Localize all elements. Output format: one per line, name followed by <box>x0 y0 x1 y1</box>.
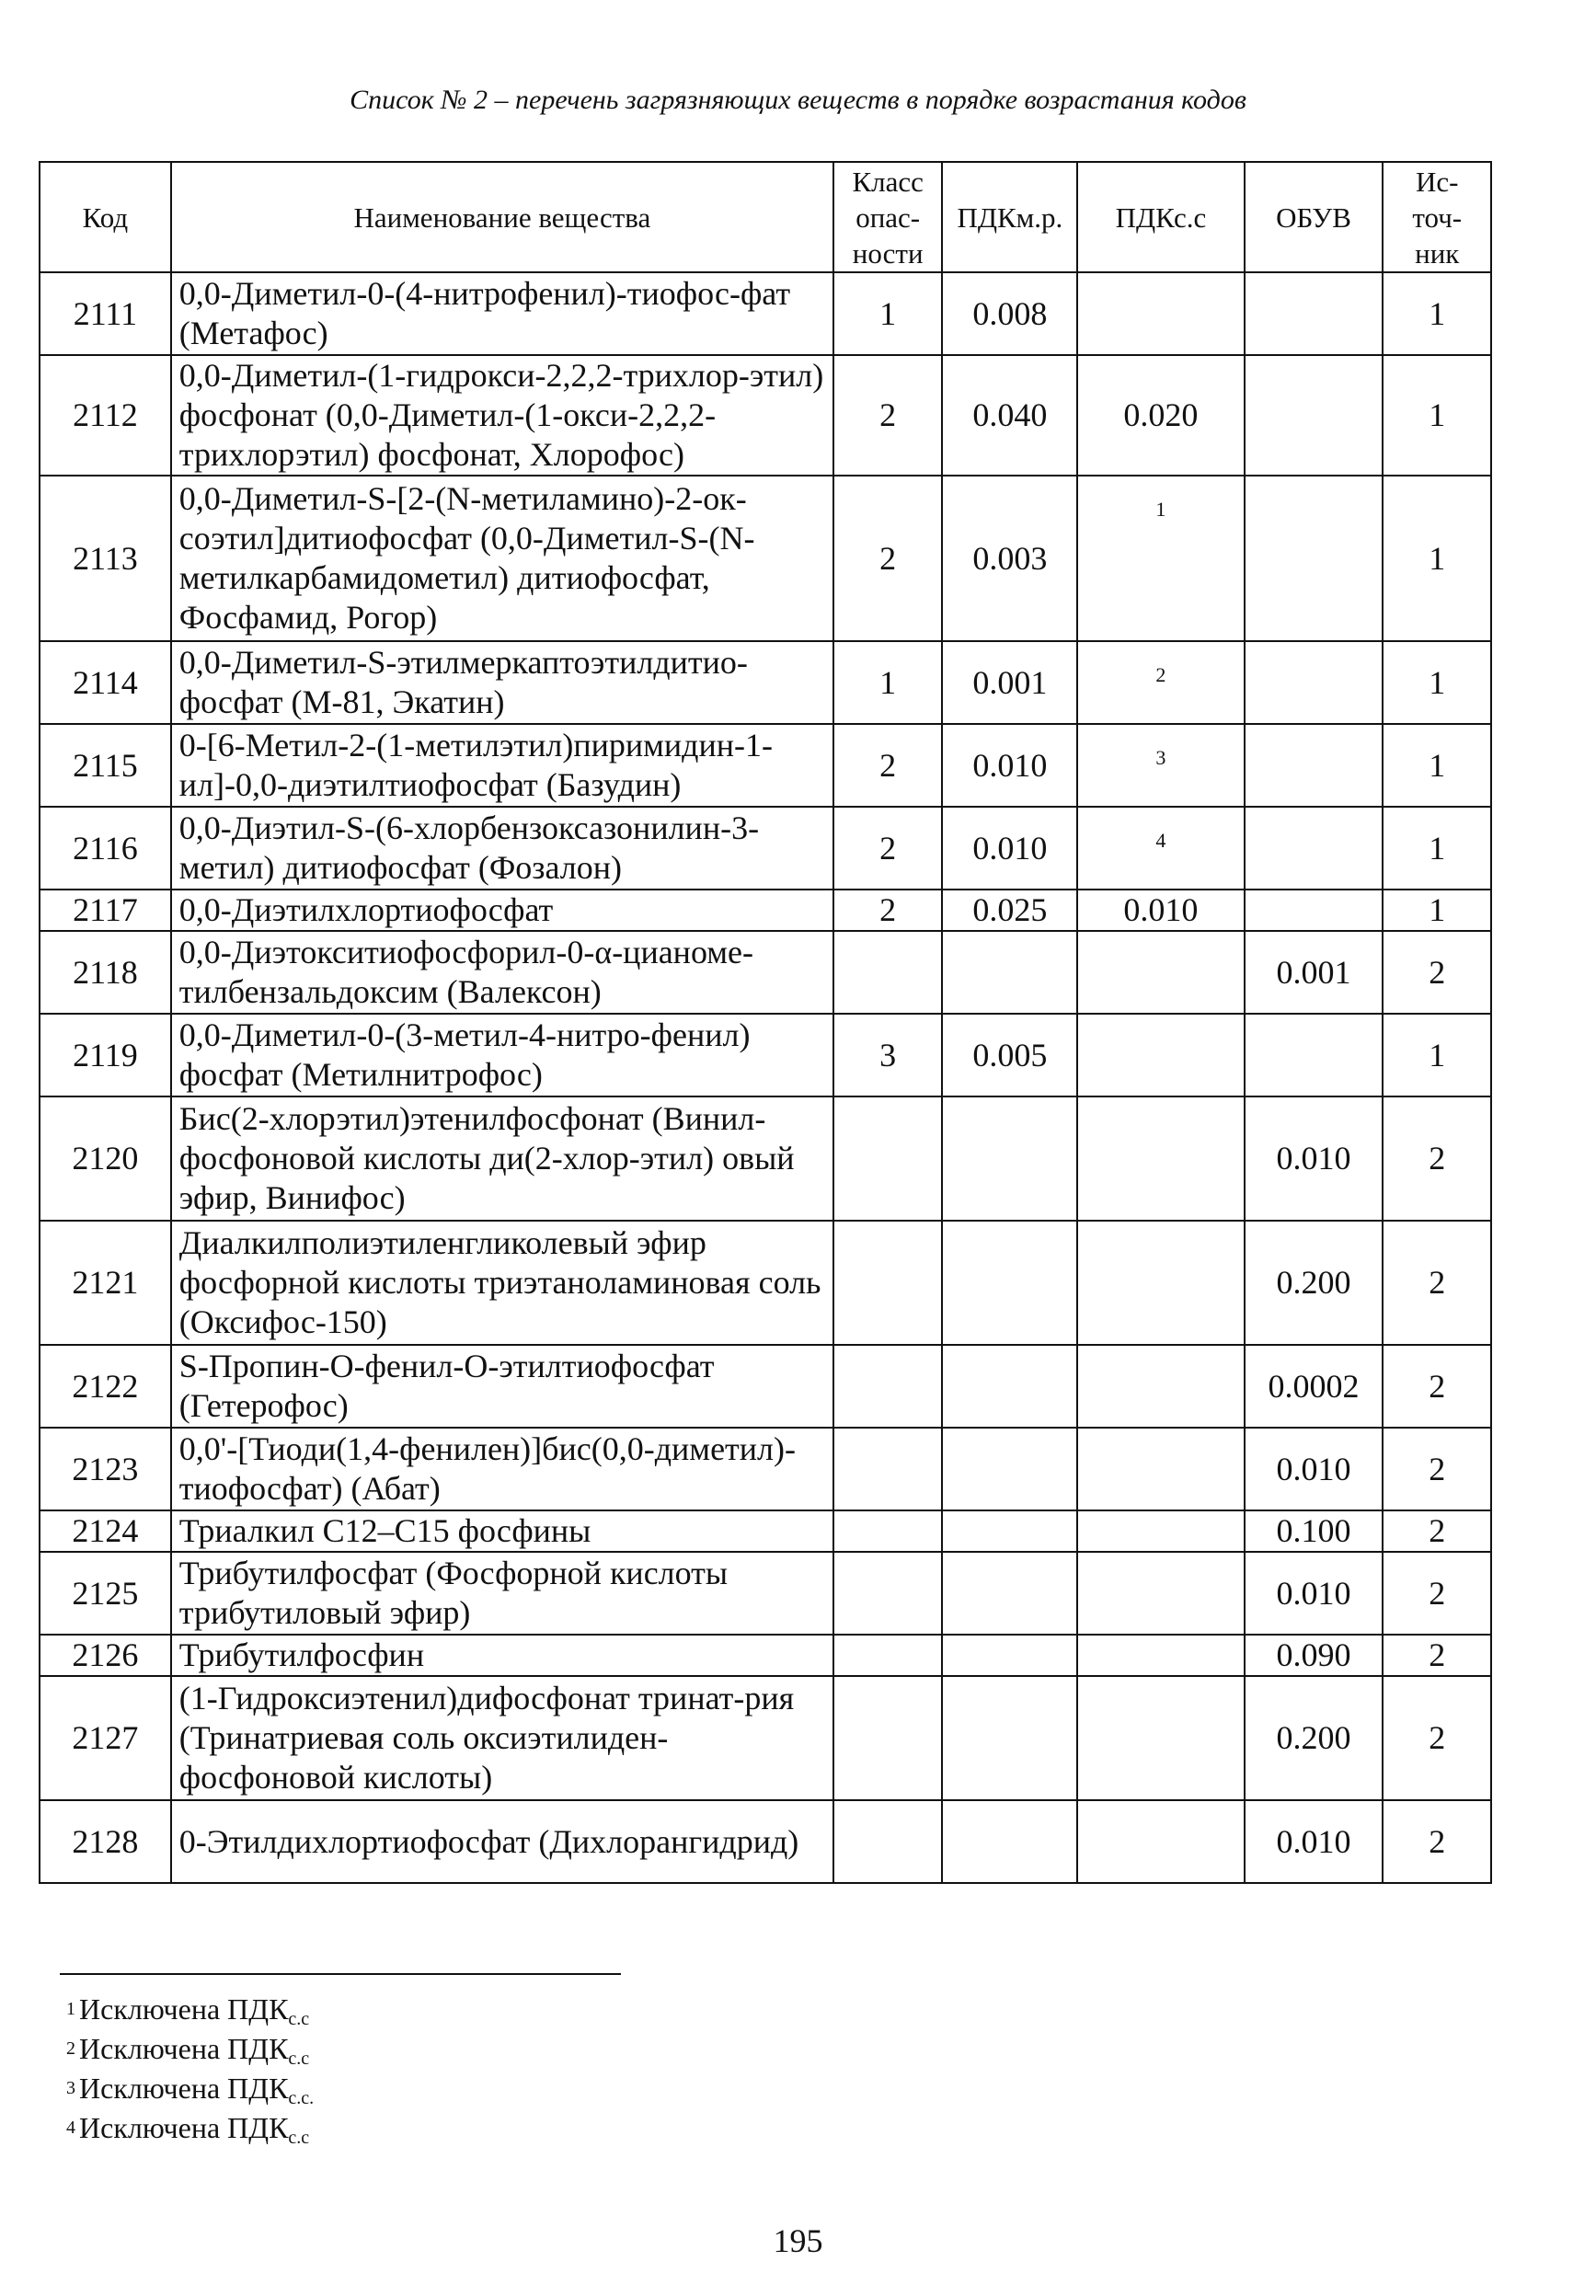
cell-pdk-mr: 0.001 <box>942 641 1077 724</box>
cell-source: 2 <box>1383 931 1491 1014</box>
cell-obuv: 0.010 <box>1245 1800 1384 1883</box>
cell-name: Триалкил C12–C15 фосфины <box>171 1510 833 1552</box>
cell-source: 2 <box>1383 1510 1491 1552</box>
table-header-row <box>40 162 1491 272</box>
table-row <box>40 1510 1491 1552</box>
cell-pdk-ss <box>1077 1096 1244 1221</box>
cell-code: 2115 <box>40 724 171 807</box>
cell-code: 2128 <box>40 1800 171 1883</box>
table-row <box>40 1096 1491 1221</box>
cell-obuv: 0.010 <box>1245 1552 1384 1635</box>
footnote-text: Исключена ПДК <box>79 2111 289 2144</box>
cell-source: 2 <box>1383 1221 1491 1345</box>
cell-pdk-mr: 0.008 <box>942 272 1077 355</box>
cell-source: 1 <box>1383 890 1491 931</box>
cell-source: 1 <box>1383 272 1491 355</box>
cell-obuv: 0.100 <box>1245 1510 1384 1552</box>
cell-name: 0,0-Диметил-S-этилмеркаптоэтилдитио-фосфат (М-81, Экатин) <box>171 641 833 724</box>
cell-pdk-ss <box>1077 931 1244 1014</box>
cell-class <box>833 1221 943 1345</box>
cell-pdk-mr <box>942 1345 1077 1428</box>
cell-pdk-mr: 0.010 <box>942 724 1077 807</box>
cell-class: 2 <box>833 724 943 807</box>
cell-pdk-ss <box>1077 1676 1244 1800</box>
cell-name: Трибутилфосфин <box>171 1635 833 1676</box>
cell-source: 1 <box>1383 1014 1491 1096</box>
cell-code: 2126 <box>40 1635 171 1676</box>
cell-pdk-ss <box>1077 1221 1244 1345</box>
cell-pdk-mr: 0.040 <box>942 355 1077 476</box>
cell-source: 1 <box>1383 724 1491 807</box>
cell-source: 2 <box>1383 1552 1491 1635</box>
cell-obuv <box>1245 355 1384 476</box>
cell-obuv: 0.0002 <box>1245 1345 1384 1428</box>
cell-obuv <box>1245 641 1384 724</box>
cell-class: 1 <box>833 641 943 724</box>
cell-pdk-ss <box>1077 1552 1244 1635</box>
cell-obuv: 0.200 <box>1245 1676 1384 1800</box>
header-pdk-ss: ПДКс.с <box>1077 162 1244 272</box>
cell-pdk-ss <box>1077 1345 1244 1428</box>
cell-obuv: 0.010 <box>1245 1428 1384 1510</box>
cell-pdk-mr <box>942 1510 1077 1552</box>
cell-pdk-mr: 0.003 <box>942 476 1077 641</box>
footnote <box>66 2110 314 2150</box>
table-row <box>40 1676 1491 1800</box>
cell-name: 0,0-Диметил-0-(3-метил-4-нитро-фенил) фосфат (Метилнитрофос) <box>171 1014 833 1096</box>
cell-pdk-ss <box>1077 1428 1244 1510</box>
cell-class <box>833 1510 943 1552</box>
table-row <box>40 1221 1491 1345</box>
footnote-number: 2 <box>66 2038 75 2059</box>
cell-code: 2124 <box>40 1510 171 1552</box>
cell-source: 1 <box>1383 476 1491 641</box>
cell-code: 2116 <box>40 807 171 890</box>
cell-pdk-mr <box>942 931 1077 1014</box>
cell-code: 2114 <box>40 641 171 724</box>
cell-source: 2 <box>1383 1428 1491 1510</box>
header-class: Класс опас-ности <box>833 162 943 272</box>
footnote-number: 1 <box>66 1999 75 2019</box>
table-row <box>40 1345 1491 1428</box>
cell-source: 1 <box>1383 807 1491 890</box>
cell-source: 1 <box>1383 641 1491 724</box>
table-row <box>40 890 1491 931</box>
cell-name: Бис(2-хлорэтил)этенилфосфонат (Винил-фосфоновой кислоты ди(2-хлор-этил) овый эфир, Винифос) <box>171 1096 833 1221</box>
cell-obuv: 0.090 <box>1245 1635 1384 1676</box>
substances-table <box>39 161 1492 1884</box>
cell-pdk-mr <box>942 1676 1077 1800</box>
cell-class <box>833 1635 943 1676</box>
cell-class <box>833 1345 943 1428</box>
footnote <box>66 2071 314 2110</box>
cell-name: S-Пропин-О-фенил-О-этилтиофосфат (Гетерофос) <box>171 1345 833 1428</box>
table-row <box>40 1635 1491 1676</box>
cell-code: 2123 <box>40 1428 171 1510</box>
header-name: Наименование вещества <box>171 162 833 272</box>
cell-pdk-mr <box>942 1552 1077 1635</box>
footnote-subscript: с.с <box>288 2009 310 2029</box>
cell-source: 2 <box>1383 1676 1491 1800</box>
cell-code: 2122 <box>40 1345 171 1428</box>
cell-name: 0,0'-[Тиоди(1,4-фенилен)]бис(0,0-диметил)-тиофосфат) (Абат) <box>171 1428 833 1510</box>
cell-source: 2 <box>1383 1800 1491 1883</box>
cell-obuv <box>1245 724 1384 807</box>
cell-name: 0-Этилдихлортиофосфат (Дихлорангидрид) <box>171 1800 833 1883</box>
footnote-number: 3 <box>66 2078 75 2098</box>
cell-class <box>833 1800 943 1883</box>
cell-code: 2118 <box>40 931 171 1014</box>
cell-obuv: 0.001 <box>1245 931 1384 1014</box>
cell-pdk-ss: 0.020 <box>1077 355 1244 476</box>
cell-pdk-mr <box>942 1096 1077 1221</box>
header-source: Ис-точ-ник <box>1383 162 1491 272</box>
footnote-divider <box>60 1973 621 1975</box>
table-row <box>40 1428 1491 1510</box>
cell-pdk-ss: 4 <box>1077 807 1244 890</box>
footnote-text: Исключена ПДК <box>79 2072 289 2105</box>
footnote-subscript: с.с. <box>288 2088 315 2108</box>
cell-obuv <box>1245 807 1384 890</box>
cell-obuv <box>1245 272 1384 355</box>
cell-name: Трибутилфосфат (Фосфорной кислоты трибутиловый эфир) <box>171 1552 833 1635</box>
cell-source: 2 <box>1383 1096 1491 1221</box>
page-title: Список № 2 – перечень загрязняющих веществ в порядке возрастания кодов <box>350 85 1246 115</box>
cell-code: 2121 <box>40 1221 171 1345</box>
cell-code: 2127 <box>40 1676 171 1800</box>
cell-name: 0,0-Диметил-S-[2-(N-метиламино)-2-ок-соэтил]дитиофосфат (0,0-Диметил-S-(N-метилкарбамидометил) дитиофосфат, Фосфамид, Рогор) <box>171 476 833 641</box>
table-row <box>40 272 1491 355</box>
cell-source: 2 <box>1383 1635 1491 1676</box>
cell-pdk-ss <box>1077 1014 1244 1096</box>
table-row <box>40 931 1491 1014</box>
cell-obuv <box>1245 890 1384 931</box>
footnote-subscript: с.с <box>288 2049 310 2069</box>
footnote-number: 4 <box>66 2118 75 2138</box>
cell-pdk-ss <box>1077 1510 1244 1552</box>
footnotes <box>66 1992 314 2150</box>
page-number: 195 <box>773 2222 823 2259</box>
cell-code: 2113 <box>40 476 171 641</box>
cell-pdk-mr <box>942 1428 1077 1510</box>
cell-obuv: 0.200 <box>1245 1221 1384 1345</box>
table-row <box>40 641 1491 724</box>
cell-source: 1 <box>1383 355 1491 476</box>
cell-class: 2 <box>833 807 943 890</box>
table-row <box>40 1800 1491 1883</box>
cell-source: 2 <box>1383 1345 1491 1428</box>
cell-name: 0,0-Диэтил-S-(6-хлорбензоксазонилин-3-метил) дитиофосфат (Фозалон) <box>171 807 833 890</box>
cell-name: 0-[6-Метил-2-(1-метилэтил)пиримидин-1-ил]-0,0-диэтилтиофосфат (Базудин) <box>171 724 833 807</box>
cell-class <box>833 1096 943 1221</box>
cell-pdk-ss <box>1077 272 1244 355</box>
table-row <box>40 1552 1491 1635</box>
cell-name: 0,0-Диметил-0-(4-нитрофенил)-тиофос-фат (Метафос) <box>171 272 833 355</box>
cell-code: 2112 <box>40 355 171 476</box>
cell-obuv <box>1245 476 1384 641</box>
cell-pdk-mr: 0.010 <box>942 807 1077 890</box>
cell-class: 2 <box>833 890 943 931</box>
cell-obuv: 0.010 <box>1245 1096 1384 1221</box>
cell-code: 2117 <box>40 890 171 931</box>
table-row <box>40 724 1491 807</box>
cell-pdk-ss <box>1077 1800 1244 1883</box>
cell-pdk-mr: 0.005 <box>942 1014 1077 1096</box>
footnote-text: Исключена ПДК <box>79 1992 289 2026</box>
cell-pdk-ss <box>1077 1635 1244 1676</box>
cell-code: 2119 <box>40 1014 171 1096</box>
cell-pdk-mr <box>942 1221 1077 1345</box>
cell-class <box>833 1676 943 1800</box>
table-row <box>40 807 1491 890</box>
cell-name: Диалкилполиэтиленгликолевый эфир фосфорной кислоты триэтаноламиновая соль (Оксифос-150) <box>171 1221 833 1345</box>
cell-name: (1-Гидроксиэтенил)дифосфонат тринат-рия (Тринатриевая соль оксиэтилиден-фосфоновой кислоты) <box>171 1676 833 1800</box>
footnote-subscript: с.с <box>288 2128 310 2148</box>
cell-class: 3 <box>833 1014 943 1096</box>
table-row <box>40 1014 1491 1096</box>
cell-code: 2111 <box>40 272 171 355</box>
cell-class: 2 <box>833 355 943 476</box>
cell-code: 2120 <box>40 1096 171 1221</box>
footnote <box>66 2031 314 2071</box>
cell-class <box>833 1552 943 1635</box>
cell-pdk-ss: 3 <box>1077 724 1244 807</box>
header-pdk-mr: ПДКм.р. <box>942 162 1077 272</box>
header-code: Код <box>40 162 171 272</box>
footnote <box>66 1992 314 2031</box>
cell-pdk-ss: 1 <box>1077 476 1244 641</box>
cell-class: 2 <box>833 476 943 641</box>
cell-pdk-ss: 2 <box>1077 641 1244 724</box>
table-row <box>40 476 1491 641</box>
cell-name: 0,0-Диэтокситиофосфорил-0-α-цианоме-тилбензальдоксим (Валексон) <box>171 931 833 1014</box>
footnote-text: Исключена ПДК <box>79 2032 289 2065</box>
cell-pdk-mr <box>942 1635 1077 1676</box>
cell-code: 2125 <box>40 1552 171 1635</box>
table-row <box>40 355 1491 476</box>
header-obuv: ОБУВ <box>1245 162 1384 272</box>
cell-name: 0,0-Диэтилхлортиофосфат <box>171 890 833 931</box>
cell-obuv <box>1245 1014 1384 1096</box>
cell-class <box>833 931 943 1014</box>
cell-name: 0,0-Диметил-(1-гидрокси-2,2,2-трихлор-этил) фосфонат (0,0-Диметил-(1-окси-2,2,2-трихлорэтил) фосфонат, Хлорофос) <box>171 355 833 476</box>
cell-class <box>833 1428 943 1510</box>
cell-pdk-mr <box>942 1800 1077 1883</box>
cell-class: 1 <box>833 272 943 355</box>
cell-pdk-ss: 0.010 <box>1077 890 1244 931</box>
cell-pdk-mr: 0.025 <box>942 890 1077 931</box>
